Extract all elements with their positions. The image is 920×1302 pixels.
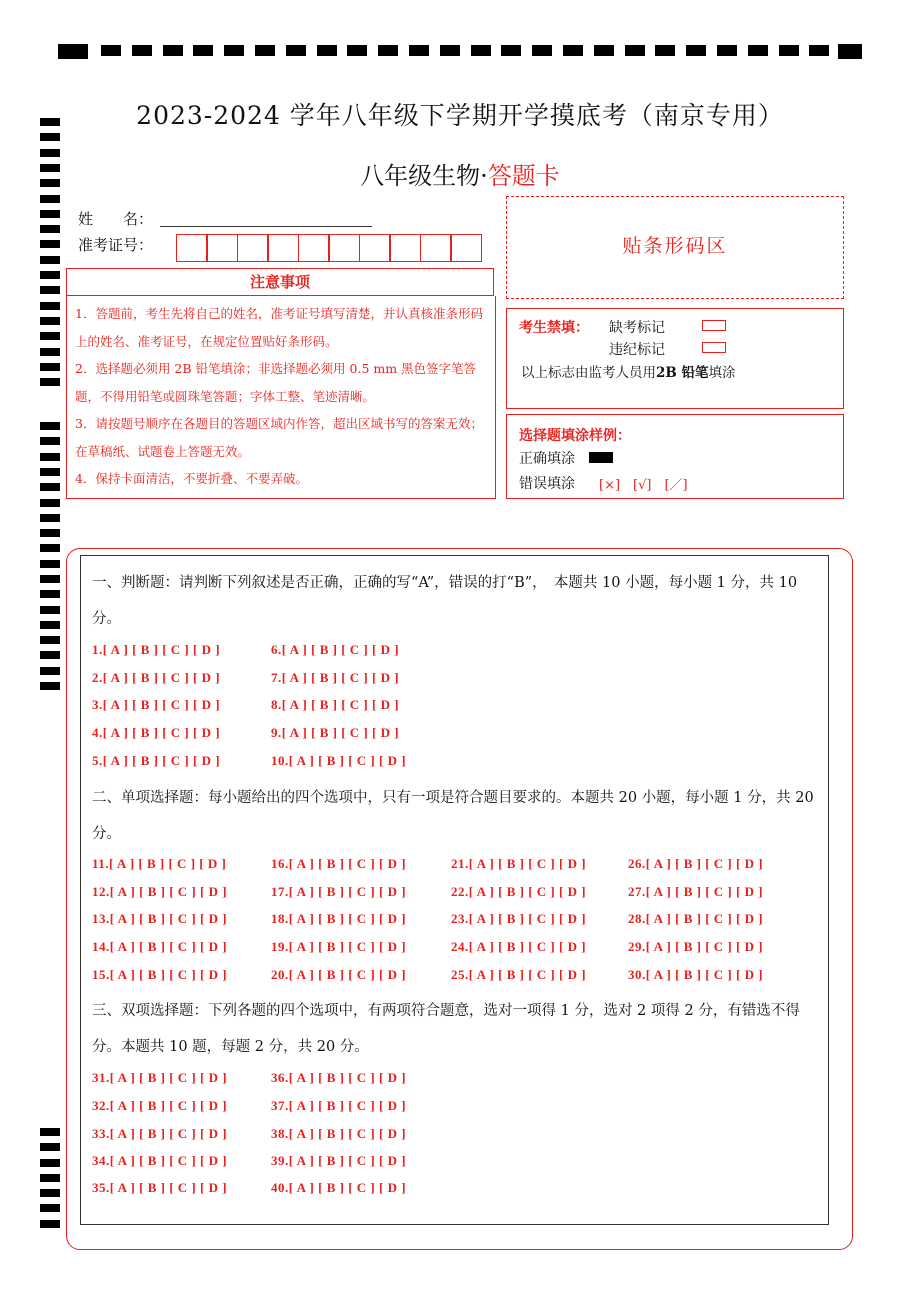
notice-item: 1．答题前，考生先将自己的姓名，准考证号填写清楚，并认真核准条形码上的姓名、准考证号，在规定位置贴好条形码。: [75, 306, 483, 349]
timing-mark: [40, 636, 60, 644]
question-20-options[interactable]: 20.[ A ] [ B ] [ C ] [ D ]: [271, 967, 407, 982]
timing-mark: [132, 45, 152, 56]
barcode-area: 贴条形码区: [506, 196, 844, 299]
timing-mark: [347, 45, 367, 56]
section-3-heading: 三、双项选择题：下列各题的四个选项中，有两项符合题意，选对一项得 1 分，选对 2 项得 2 分，有错选不得分。本题共 10 题，每题 2 分，共 20 分。: [92, 1003, 800, 1055]
name-field[interactable]: [160, 226, 372, 227]
timing-mark: [563, 45, 583, 56]
question-24-options[interactable]: 24.[ A ] [ B ] [ C ] [ D ]: [451, 939, 587, 954]
absent-label: 缺考标记: [609, 320, 665, 336]
question-15-options[interactable]: 15.[ A ] [ B ] [ C ] [ D ]: [92, 967, 228, 982]
timing-mark: [40, 225, 60, 233]
subtitle-accent: 答题卡: [487, 162, 560, 190]
question-10-options[interactable]: 10.[ A ] [ B ] [ C ] [ D ]: [271, 753, 407, 768]
page-subtitle: [0, 156, 920, 191]
timing-mark: [40, 1174, 60, 1182]
question-33-options[interactable]: 33.[ A ] [ B ] [ C ] [ D ]: [92, 1126, 228, 1141]
notice-item: 4．保持卡面清洁，不要折叠、不要弄破。: [75, 471, 308, 486]
forbid-panel: [506, 308, 844, 409]
violation-label: 违纪标记: [609, 342, 665, 358]
id-digit-box[interactable]: [298, 234, 329, 262]
timing-mark: [40, 483, 60, 491]
question-38-options[interactable]: 38.[ A ] [ B ] [ C ] [ D ]: [271, 1126, 407, 1141]
question-27-options[interactable]: 27.[ A ] [ B ] [ C ] [ D ]: [628, 884, 764, 899]
forbid-note: [521, 361, 736, 381]
sample-title: 选择题填涂样例：: [519, 428, 631, 444]
timing-mark: [40, 468, 60, 476]
timing-mark: [40, 621, 60, 629]
id-digit-box[interactable]: [237, 234, 268, 262]
notice-heading: 注意事项: [66, 268, 494, 296]
question-14-options[interactable]: 14.[ A ] [ B ] [ C ] [ D ]: [92, 939, 228, 954]
question-17-options[interactable]: 17.[ A ] [ B ] [ C ] [ D ]: [271, 884, 407, 899]
id-digit-box[interactable]: [176, 234, 207, 262]
wrong-marks: [×] [√] [／]: [599, 478, 688, 493]
question-31-options[interactable]: 31.[ A ] [ B ] [ C ] [ D ]: [92, 1070, 228, 1085]
question-16-options[interactable]: 16.[ A ] [ B ] [ C ] [ D ]: [271, 856, 407, 871]
sample-panel: [506, 414, 844, 499]
timing-mark: [224, 45, 244, 56]
question-22-options[interactable]: 22.[ A ] [ B ] [ C ] [ D ]: [451, 884, 587, 899]
timing-mark: [58, 44, 88, 59]
timing-mark: [40, 363, 60, 371]
timing-mark: [40, 210, 60, 218]
question-39-options[interactable]: 39.[ A ] [ B ] [ C ] [ D ]: [271, 1153, 407, 1168]
timing-mark: [286, 45, 306, 56]
timing-mark: [40, 590, 60, 598]
timing-mark: [40, 606, 60, 614]
question-13-options[interactable]: 13.[ A ] [ B ] [ C ] [ D ]: [92, 911, 228, 926]
timing-mark: [471, 45, 491, 56]
question-8-options[interactable]: 8.[ A ] [ B ] [ C ] [ D ]: [271, 697, 400, 712]
question-11-options[interactable]: 11.[ A ] [ B ] [ C ] [ D ]: [92, 856, 227, 871]
timing-mark: [809, 45, 829, 56]
question-30-options[interactable]: 30.[ A ] [ B ] [ C ] [ D ]: [628, 967, 764, 982]
timing-mark: [40, 544, 60, 552]
timing-mark: [501, 45, 521, 56]
timing-mark: [40, 1128, 60, 1136]
question-37-options[interactable]: 37.[ A ] [ B ] [ C ] [ D ]: [271, 1098, 407, 1113]
forbid-title: 考生禁填：: [519, 320, 589, 336]
id-digit-box[interactable]: [207, 234, 238, 262]
timing-mark: [409, 45, 429, 56]
question-3-options[interactable]: 3.[ A ] [ B ] [ C ] [ D ]: [92, 697, 221, 712]
timing-mark: [40, 1159, 60, 1167]
timing-mark: [686, 45, 706, 56]
section-1-heading: 一、判断题：请判断下列叙述是否正确，正确的写“A”，错误的打“B”， 本题共 10 小题，每小题 1 分，共 10 分。: [92, 575, 798, 627]
question-6-options[interactable]: 6.[ A ] [ B ] [ C ] [ D ]: [271, 642, 400, 657]
question-5-options[interactable]: 5.[ A ] [ B ] [ C ] [ D ]: [92, 753, 221, 768]
question-18-options[interactable]: 18.[ A ] [ B ] [ C ] [ D ]: [271, 911, 407, 926]
timing-mark: [779, 45, 799, 56]
timing-mark: [594, 45, 614, 56]
timing-mark: [193, 45, 213, 56]
question-1-options[interactable]: 1.[ A ] [ B ] [ C ] [ D ]: [92, 642, 221, 657]
question-26-options[interactable]: 26.[ A ] [ B ] [ C ] [ D ]: [628, 856, 764, 871]
id-digit-box[interactable]: [329, 234, 360, 262]
timing-mark: [40, 195, 60, 203]
question-9-options[interactable]: 9.[ A ] [ B ] [ C ] [ D ]: [271, 725, 400, 740]
id-digit-box[interactable]: [451, 234, 482, 262]
timing-mark: [40, 499, 60, 507]
correct-label: 正确填涂: [519, 451, 575, 467]
absent-mark-box[interactable]: [702, 320, 726, 331]
timing-mark: [40, 514, 60, 522]
question-21-options[interactable]: 21.[ A ] [ B ] [ C ] [ D ]: [451, 856, 587, 871]
subtitle-main: 八年级生物·: [360, 162, 488, 190]
question-7-options[interactable]: 7.[ A ] [ B ] [ C ] [ D ]: [271, 670, 400, 685]
timing-mark: [40, 682, 60, 690]
question-25-options[interactable]: 25.[ A ] [ B ] [ C ] [ D ]: [451, 967, 587, 982]
id-digit-box[interactable]: [390, 234, 421, 262]
question-23-options[interactable]: 23.[ A ] [ B ] [ C ] [ D ]: [451, 911, 587, 926]
timing-mark: [40, 317, 60, 325]
timing-mark: [40, 332, 60, 340]
timing-mark: [40, 453, 60, 461]
timing-mark: [40, 256, 60, 264]
timing-mark: [40, 529, 60, 537]
timing-mark: [40, 1220, 60, 1228]
timing-mark: [40, 1143, 60, 1151]
timing-mark: [40, 271, 60, 279]
timing-mark: [717, 45, 737, 56]
question-29-options[interactable]: 29.[ A ] [ B ] [ C ] [ D ]: [628, 939, 764, 954]
notice-item: 2．选择题必须用 2B 铅笔填涂；非选择题必须用 0.5 mm 黑色签字笔答题，不得用铅笔或圆珠笔答题；字体工整、笔迹清晰。: [75, 361, 477, 404]
timing-mark: [40, 348, 60, 356]
timing-mark: [40, 437, 60, 445]
timing-mark: [163, 45, 183, 56]
question-28-options[interactable]: 28.[ A ] [ B ] [ C ] [ D ]: [628, 911, 764, 926]
timing-mark: [40, 302, 60, 310]
timing-mark: [655, 45, 675, 56]
id-digit-box[interactable]: [420, 234, 451, 262]
question-12-options[interactable]: 12.[ A ] [ B ] [ C ] [ D ]: [92, 884, 228, 899]
timing-mark: [532, 45, 552, 56]
timing-mark: [625, 45, 645, 56]
notice-item: 3．请按题号顺序在各题目的答题区域内作答，超出区域书写的答案无效；在草稿纸、试题卷上答题无效。: [75, 416, 483, 459]
id-digit-box[interactable]: [268, 234, 299, 262]
question-35-options[interactable]: 35.[ A ] [ B ] [ C ] [ D ]: [92, 1180, 228, 1195]
violation-mark-box[interactable]: [702, 342, 726, 353]
timing-mark: [40, 560, 60, 568]
question-2-options[interactable]: 2.[ A ] [ B ] [ C ] [ D ]: [92, 670, 221, 685]
question-40-options[interactable]: 40.[ A ] [ B ] [ C ] [ D ]: [271, 1180, 407, 1195]
correct-fill-sample: [589, 452, 613, 463]
timing-mark: [317, 45, 337, 56]
timing-mark: [40, 651, 60, 659]
question-34-options[interactable]: 34.[ A ] [ B ] [ C ] [ D ]: [92, 1153, 228, 1168]
timing-mark: [838, 44, 862, 59]
id-label: 准考证号：: [78, 236, 154, 254]
timing-mark: [378, 45, 398, 56]
timing-mark: [40, 133, 60, 141]
timing-mark: [40, 378, 60, 386]
question-19-options[interactable]: 19.[ A ] [ B ] [ C ] [ D ]: [271, 939, 407, 954]
timing-mark: [748, 45, 768, 56]
note-post: 填涂: [708, 365, 736, 381]
timing-mark: [40, 240, 60, 248]
id-digit-box[interactable]: [359, 234, 390, 262]
name-label: 姓 名：: [78, 210, 154, 228]
timing-mark: [40, 1204, 60, 1212]
timing-mark: [40, 575, 60, 583]
note-pre: 以上标志由监考人员用: [521, 365, 656, 381]
question-32-options[interactable]: 32.[ A ] [ B ] [ C ] [ D ]: [92, 1098, 228, 1113]
timing-mark: [40, 1189, 60, 1197]
notice-body: [66, 296, 496, 499]
note-bold: 2B 铅笔: [656, 365, 709, 381]
question-36-options[interactable]: 36.[ A ] [ B ] [ C ] [ D ]: [271, 1070, 407, 1085]
timing-mark: [255, 45, 275, 56]
question-4-options[interactable]: 4.[ A ] [ B ] [ C ] [ D ]: [92, 725, 221, 740]
timing-mark: [101, 45, 121, 56]
timing-mark: [440, 45, 460, 56]
timing-mark: [40, 286, 60, 294]
wrong-label: 错误填涂: [519, 476, 575, 492]
timing-mark: [40, 422, 60, 430]
timing-mark: [40, 667, 60, 675]
section-2-heading: 二、单项选择题：每小题给出的四个选项中，只有一项是符合题目要求的。本题共 20 小题，每小题 1 分，共 20 分。: [92, 790, 814, 842]
page-title: 2023-2024 学年八年级下学期开学摸底考（南京专用）: [136, 101, 784, 130]
